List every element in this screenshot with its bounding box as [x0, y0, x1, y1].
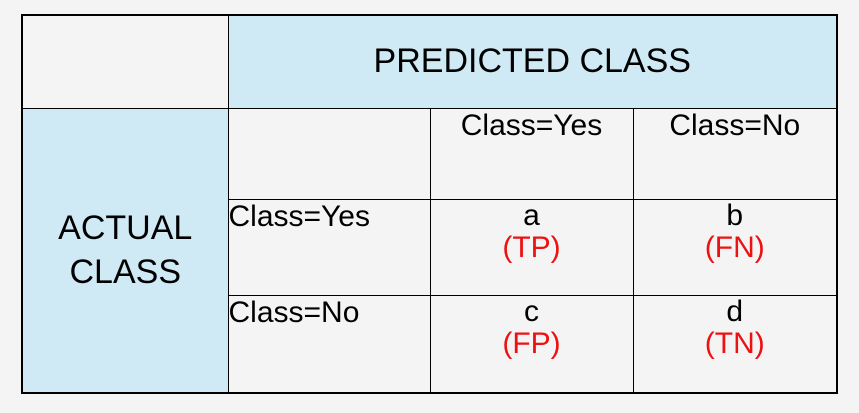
cell-value: d — [726, 294, 744, 328]
empty-header-cell — [228, 108, 430, 199]
cell-value: b — [726, 199, 744, 233]
cell-true-positive — [430, 200, 633, 296]
column-header-class-yes: Class=Yes — [430, 108, 633, 199]
confusion-matrix — [21, 14, 838, 394]
corner-cell — [22, 15, 228, 108]
cell-false-positive — [430, 295, 633, 393]
cell-code: (FN) — [704, 231, 765, 265]
predicted-class-header: PREDICTED CLASS — [228, 15, 837, 108]
actual-class-header — [22, 108, 228, 393]
row-label-class-yes: Class=Yes — [228, 200, 430, 296]
actual-class-header-line2: CLASS — [69, 253, 181, 292]
column-header-class-no: Class=No — [633, 108, 837, 199]
cell-false-negative — [633, 200, 837, 296]
actual-class-header-line1: ACTUAL — [58, 209, 193, 248]
cell-value: a — [523, 199, 540, 233]
row-label-class-no: Class=No — [228, 295, 430, 393]
cell-true-negative — [633, 295, 837, 393]
cell-code: (TN) — [704, 326, 765, 360]
cell-code: (FP) — [502, 326, 561, 360]
cell-value: c — [524, 294, 539, 328]
cell-code: (TP) — [502, 231, 561, 265]
